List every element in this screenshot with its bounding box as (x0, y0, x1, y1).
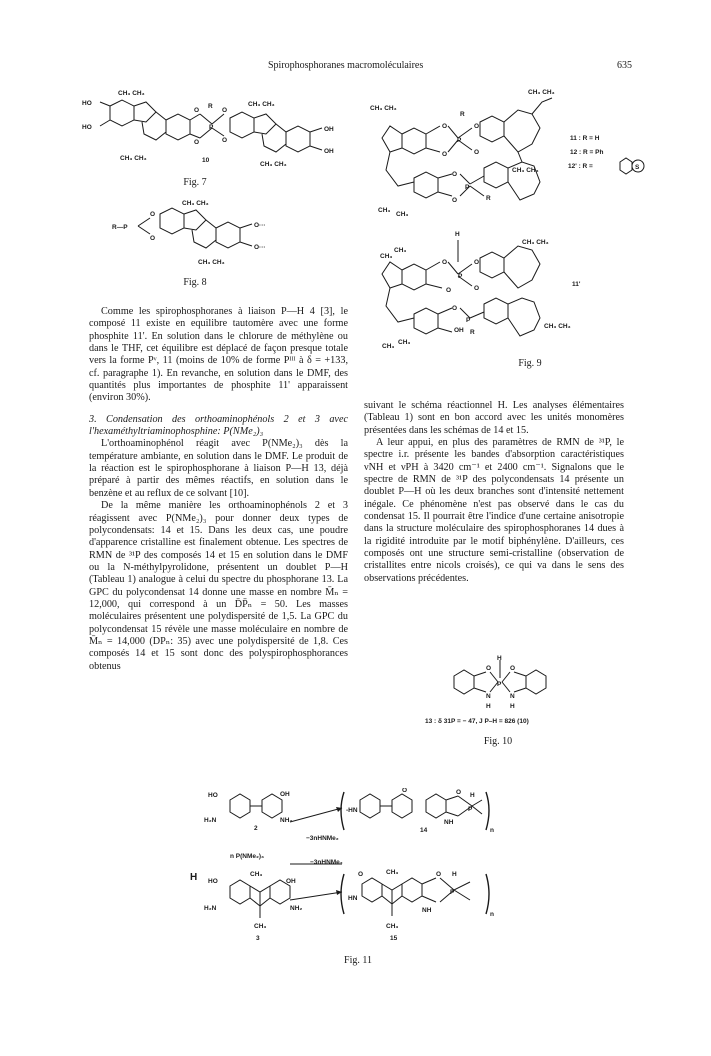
svg-text:14: 14 (420, 827, 428, 834)
svg-text:OH: OH (324, 126, 334, 133)
svg-text:12' : R =: 12' : R = (568, 163, 593, 170)
svg-text:P: P (466, 317, 471, 324)
svg-text:CH₃ CH₃: CH₃ CH₃ (120, 155, 147, 162)
figure-8-structure (110, 196, 310, 268)
svg-text:CH₃ CH₃: CH₃ CH₃ (198, 259, 225, 266)
svg-text:O: O (510, 665, 516, 672)
svg-text:CH₃ CH₃: CH₃ CH₃ (182, 200, 209, 207)
svg-text:P: P (209, 124, 214, 131)
svg-text:CH₃ CH₃: CH₃ CH₃ (248, 101, 275, 108)
svg-text:15: 15 (390, 935, 398, 942)
svg-text:OH: OH (286, 878, 296, 885)
svg-text:H₂N: H₂N (204, 905, 217, 912)
svg-text:−3nHNMe₂: −3nHNMe₂ (306, 835, 339, 842)
svg-text:O: O (452, 197, 458, 204)
svg-text:HO: HO (82, 124, 92, 131)
svg-text:OH: OH (324, 148, 334, 155)
svg-text:CH₃ CH₃: CH₃ CH₃ (260, 161, 287, 168)
svg-text:O: O (222, 107, 228, 114)
svg-text:R: R (470, 329, 475, 336)
svg-text:O: O (474, 259, 480, 266)
svg-text:H: H (497, 655, 502, 662)
figure-10-caption: Fig. 10 (483, 736, 513, 747)
svg-text:11': 11' (572, 281, 581, 288)
svg-text:S: S (635, 164, 640, 171)
svg-text:O: O (436, 871, 442, 878)
figure-11-scheme (190, 788, 520, 943)
svg-text:P: P (450, 889, 455, 896)
svg-text:O···: O··· (254, 222, 266, 229)
running-title: Spirophosphoranes macromoléculaires (268, 60, 424, 71)
svg-text:O: O (358, 871, 364, 878)
svg-text:10: 10 (202, 157, 210, 164)
svg-text:CH₃: CH₃ (386, 869, 399, 876)
svg-text:O: O (446, 287, 452, 294)
svg-text:CH₃ CH₃: CH₃ CH₃ (544, 323, 571, 330)
svg-text:OH: OH (454, 327, 464, 334)
svg-text:2: 2 (254, 825, 258, 832)
svg-text:CH₃: CH₃ (254, 923, 267, 930)
svg-text:CH₃: CH₃ (250, 871, 263, 878)
left-paragraph-1: Comme les spirophosphoranes à liaison P—H 4 [3], le composé 11 existe en equilibre tautomère avec une forme phosphite 11'. En solution dans le chlorure de méthylène ou dans le THF, cet équilibre est déplacé de façon presque totale vers la forme Pᵛ, 11 (moins de 10% de forme Pᴵᴵᴵ à δ = +133, cf. paragraphe 1). En revanche, en solution dans le DMF, des quantités plus importantes de phosphite 11' apparaissent (environ 30%). (89, 306, 348, 404)
svg-text:n: n (490, 911, 494, 918)
svg-text:N: N (486, 693, 491, 700)
svg-text:12 : R = Ph: 12 : R = Ph (570, 149, 604, 156)
left-column (89, 306, 348, 673)
svg-text:-HN: -HN (346, 807, 358, 814)
svg-text:H: H (455, 231, 460, 238)
svg-text:CH₃ CH₃: CH₃ CH₃ (528, 89, 555, 96)
svg-text:NH: NH (422, 907, 432, 914)
svg-text:n: n (490, 827, 494, 834)
svg-text:H: H (452, 871, 457, 878)
svg-text:H: H (486, 703, 491, 710)
svg-text:HO: HO (208, 878, 218, 885)
figure-9-caption: Fig. 9 (518, 358, 542, 369)
svg-text:CH₃ CH₃: CH₃ CH₃ (370, 105, 397, 112)
svg-text:OH: OH (280, 791, 290, 798)
svg-text:HO: HO (208, 792, 218, 799)
svg-text:O: O (222, 137, 228, 144)
figure-10-structure (440, 652, 560, 714)
svg-text:11 : R = H: 11 : R = H (570, 135, 600, 142)
svg-text:NH₂: NH₂ (290, 905, 303, 912)
svg-text:O: O (442, 151, 448, 158)
svg-text:O: O (402, 788, 408, 794)
svg-text:O: O (486, 665, 492, 672)
figure-11-caption: Fig. 11 (344, 955, 372, 966)
svg-text:CH₃: CH₃ (386, 923, 399, 930)
svg-text:O···: O··· (254, 244, 266, 251)
svg-text:H: H (190, 872, 198, 883)
svg-text:R: R (208, 103, 213, 110)
svg-text:R: R (486, 195, 491, 202)
figure-7-caption: Fig. 7 (183, 177, 207, 188)
svg-text:O: O (474, 123, 480, 130)
svg-text:P: P (497, 681, 502, 688)
svg-text:P: P (468, 806, 473, 813)
svg-text:O: O (456, 789, 462, 796)
svg-text:H₂N: H₂N (204, 817, 217, 824)
svg-text:O: O (474, 149, 480, 156)
svg-text:O: O (442, 259, 448, 266)
figure-8-caption: Fig. 8 (183, 277, 207, 288)
svg-text:H: H (510, 703, 515, 710)
svg-text:O: O (474, 285, 480, 292)
svg-text:N: N (510, 693, 515, 700)
svg-text:CH₃: CH₃ (382, 343, 395, 350)
svg-text:3: 3 (256, 935, 260, 942)
svg-text:−3nHNMe₂: −3nHNMe₂ (310, 859, 343, 866)
svg-text:CH₃: CH₃ (394, 247, 407, 254)
svg-text:R—P: R—P (112, 224, 128, 231)
svg-text:O: O (452, 171, 458, 178)
svg-text:P: P (458, 273, 463, 280)
left-paragraph-3: De la même manière les orthoaminophénols 2 et 3 réagissent avec P(NMe₂)₃ pour donner deux types de polycondensats: 14 et 15. Dans les deux cas, une poudre d'apparence cristalline est finalement obtenue. Les spectres de RMN de ³¹P des composés 14 et 15 en solution dans le DMF ou la N-méthylpyrolidone, présentent un doublet P—H (Tableau 1) analogue à celui du spectre du phosphorane 13. La GPC du polycondensat 14 donne une masse en nombre M̄ₙ = 12,000, qui correspond à un D̄P̄ₙ = 50. Les masses moléculaires présentent une polydispersité de 1,5. La GPC du polycondensat 15 révèle une masse moléculaire en nombre de M̄ₙ = 14,000 (DPₙ: 35) avec une polydispersité de 1,8. Ces composés 14 et 15 sont donc des polyspirophosphorances obtenus (89, 500, 348, 672)
right-paragraph-1: suivant le schéma réactionnel H. Les analyses élémentaires (Tableau 1) sont en bon accord avec les unités monomères présentées dans les schémas de 14 et 15. (364, 400, 624, 436)
svg-text:NH₂: NH₂ (280, 817, 293, 824)
right-column (364, 400, 624, 585)
figure-9-structure (362, 82, 692, 352)
compound-13-data: 13 : δ 31P = − 47, J P–H = 826 (10) (425, 718, 529, 725)
svg-text:P: P (457, 137, 462, 144)
svg-text:CH₃ CH₃: CH₃ CH₃ (512, 167, 539, 174)
svg-text:P: P (465, 184, 470, 191)
svg-text:CH₃: CH₃ (396, 211, 409, 218)
svg-text:O: O (150, 211, 156, 218)
svg-text:O: O (194, 107, 200, 114)
right-paragraph-2: A leur appui, en plus des paramètres de RMN de ³¹P, le spectre i.r. présente les bandes d'absorption caractéristiques νNH et νPH à 3420 cm⁻¹ et 2400 cm⁻¹. Signalons que le spectre de RMN de ³¹P des polycondensats 14 présente un doublet P—H où les deux branches sont d'intensité nettement inégale. Ce phénomène n'est pas observé dans le cas du condensat 15. Il pourrait être l'indice d'une certaine anisotropie dans la structure moléculaire des spirophosphoranes 14 dues à la rigidité introduite par le motif biphénylène. D'ailleurs, ces composés ont une structure semi-cristalline (observation de cristallites entre nicols croisés), ce qui va dans le sens des observations précédentes. (364, 437, 624, 584)
figure-7-structure (70, 82, 355, 170)
svg-text:CH₃ CH₃: CH₃ CH₃ (118, 90, 145, 97)
svg-text:CH₃: CH₃ (378, 207, 391, 214)
page-number: 635 (617, 60, 632, 71)
svg-text:HO: HO (82, 100, 92, 107)
svg-text:HN: HN (348, 895, 358, 902)
section-title: 3. Condensation des orthoaminophénols 2 et 3 avec l'hexaméthyltriaminophosphine: P(NMe₂)₃ (89, 413, 348, 438)
svg-text:H: H (470, 792, 475, 799)
left-paragraph-2: L'orthoaminophénol réagit avec P(NMe₂)₃ dès la température ambiante, en solution dans le DMF. Le produit de la réaction est le spirophosphorane à liaison P—H 13, déjà préparé à partir des mêmes réactifs, en solution dans le benzène et au reflux de ce solvant [10]. (89, 438, 348, 499)
svg-text:CH₃: CH₃ (380, 253, 393, 260)
svg-text:NH: NH (444, 819, 454, 826)
svg-text:R: R (460, 111, 465, 118)
svg-text:O: O (452, 305, 458, 312)
svg-text:CH₃: CH₃ (398, 339, 411, 346)
svg-text:O: O (194, 139, 200, 146)
svg-text:O: O (442, 123, 448, 130)
svg-text:O: O (150, 235, 156, 242)
svg-text:n P(NMe₂)₃: n P(NMe₂)₃ (230, 853, 265, 860)
svg-text:CH₃ CH₃: CH₃ CH₃ (522, 239, 549, 246)
